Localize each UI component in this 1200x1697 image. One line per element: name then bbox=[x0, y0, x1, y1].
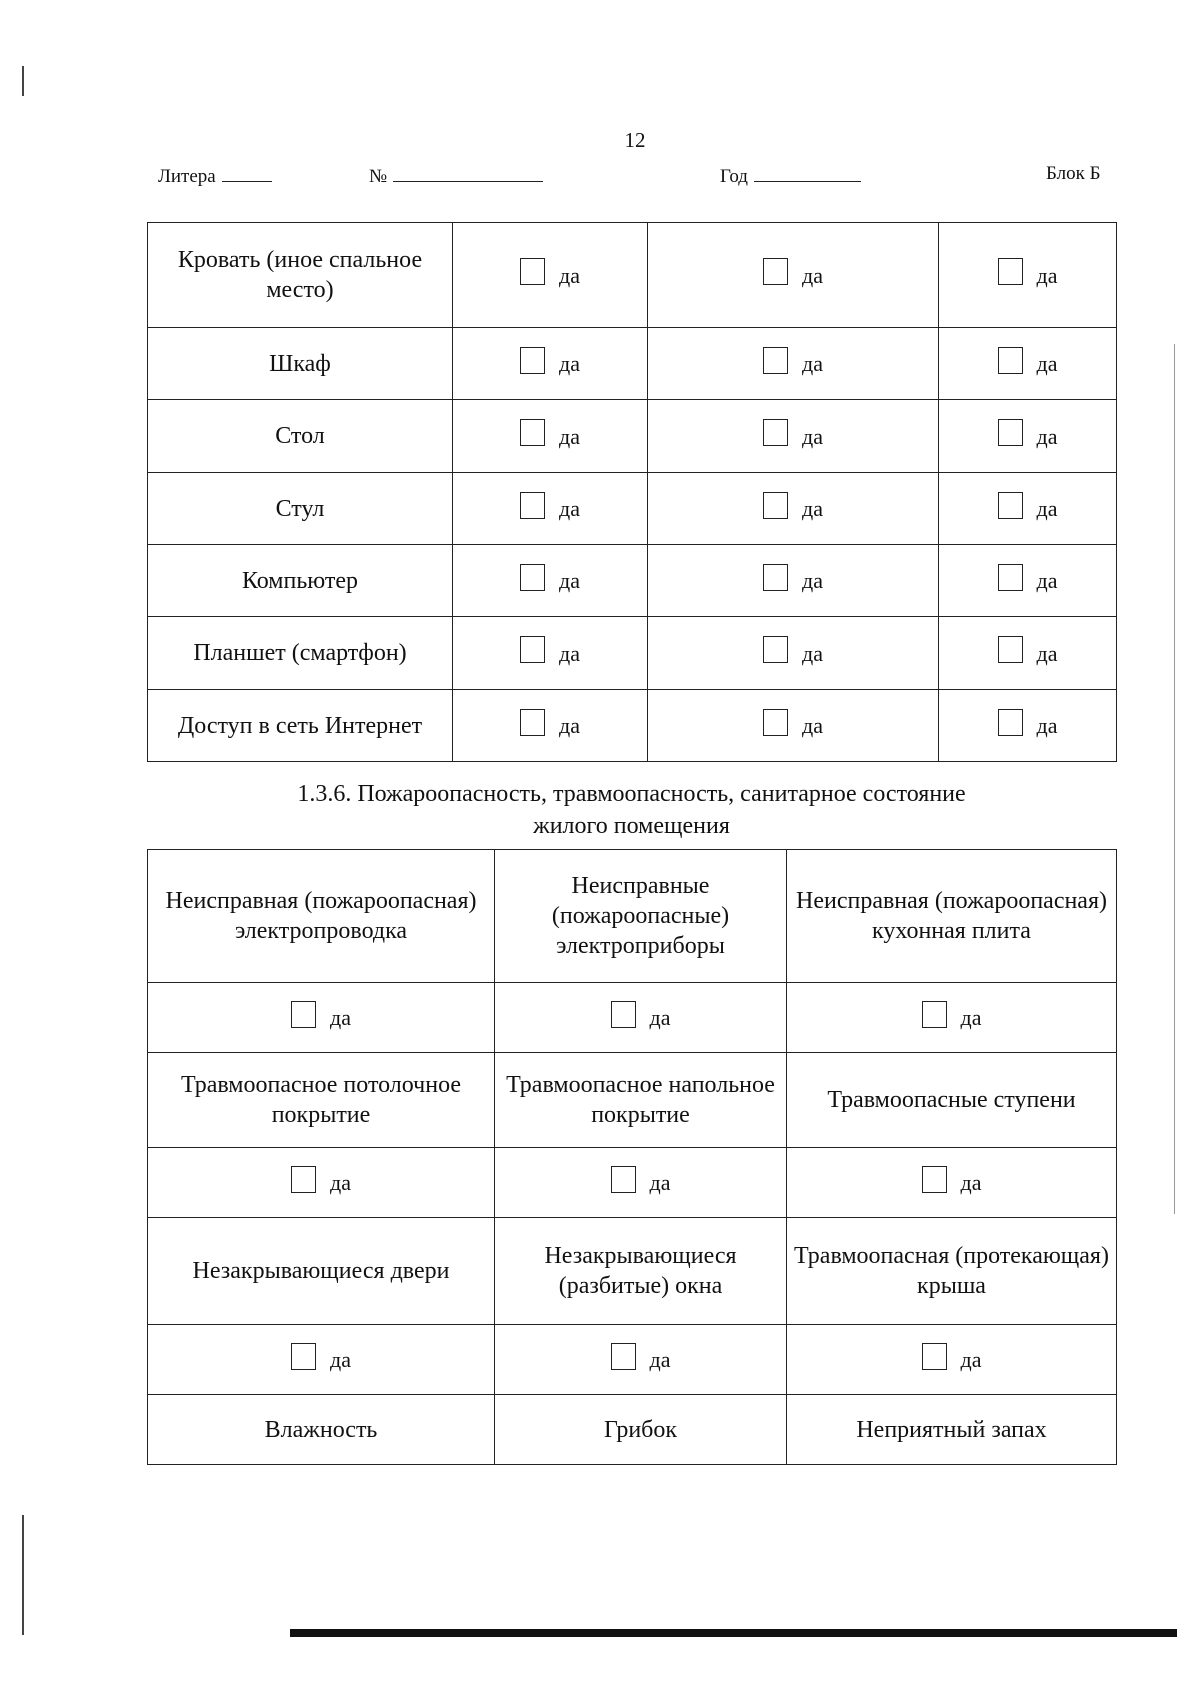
checkbox[interactable] bbox=[611, 1343, 636, 1370]
checkbox-cell bbox=[648, 400, 939, 473]
yes-checkbox[interactable] bbox=[763, 490, 823, 520]
checkbox-cell bbox=[648, 617, 939, 690]
hazard-label-row bbox=[148, 1395, 1117, 1465]
section-title-line2: жилого помещения bbox=[533, 813, 730, 839]
checkbox-cell bbox=[495, 983, 787, 1053]
bottom-bar bbox=[290, 1629, 1177, 1637]
checkbox-cell bbox=[453, 545, 648, 617]
checkbox-label: да bbox=[649, 1005, 671, 1031]
yes-checkbox[interactable] bbox=[520, 707, 580, 737]
section-title-line1: 1.3.6. Пожароопасность, травмоопасность, санитарное состояние bbox=[297, 781, 966, 807]
table-row bbox=[148, 690, 1117, 762]
checkbox[interactable] bbox=[998, 636, 1023, 663]
checkbox[interactable] bbox=[291, 1343, 316, 1370]
checkbox-cell bbox=[787, 1325, 1117, 1395]
row-label: Шкаф bbox=[148, 328, 453, 400]
checkbox[interactable] bbox=[520, 347, 545, 374]
hazard-label: Неисправная (пожароопасная) электропроводка bbox=[148, 850, 495, 983]
checkbox-label: да bbox=[960, 1170, 982, 1196]
litera-field bbox=[158, 163, 272, 188]
checkbox[interactable] bbox=[291, 1166, 316, 1193]
hazard-label: Незакрывающиеся (разбитые) окна bbox=[495, 1218, 787, 1325]
checkbox[interactable] bbox=[922, 1343, 947, 1370]
checkbox-label: да bbox=[1036, 423, 1058, 449]
checkbox[interactable] bbox=[998, 564, 1023, 591]
table-row bbox=[148, 328, 1117, 400]
hazard-checkbox-row bbox=[148, 1148, 1117, 1218]
yes-checkbox[interactable] bbox=[998, 562, 1058, 592]
yes-checkbox[interactable] bbox=[520, 562, 580, 592]
section-title bbox=[147, 778, 1116, 842]
hazard-label: Травмоопасное напольное покрытие bbox=[495, 1053, 787, 1148]
checkbox-cell bbox=[148, 1325, 495, 1395]
checkbox[interactable] bbox=[998, 419, 1023, 446]
checkbox-label: да bbox=[1036, 640, 1058, 666]
litera-label: Литера bbox=[158, 166, 216, 187]
yes-checkbox[interactable] bbox=[763, 257, 823, 287]
hazard-label: Травмоопасные ступени bbox=[787, 1053, 1117, 1148]
checkbox-label: да bbox=[802, 262, 823, 288]
yes-checkbox[interactable] bbox=[998, 418, 1058, 448]
checkbox-label: да bbox=[330, 1005, 351, 1031]
checkbox[interactable] bbox=[763, 492, 788, 519]
checkbox-label: да bbox=[559, 640, 580, 666]
year-blank[interactable] bbox=[754, 163, 861, 182]
yes-checkbox[interactable] bbox=[520, 418, 580, 448]
page-number: 12 bbox=[624, 128, 646, 152]
checkbox-label: да bbox=[802, 713, 823, 739]
margin-mark-top bbox=[22, 66, 24, 96]
checkbox-label: да bbox=[559, 568, 580, 594]
checkbox-cell bbox=[648, 473, 939, 545]
yes-checkbox[interactable] bbox=[520, 345, 580, 375]
checkbox-label: да bbox=[802, 423, 823, 449]
checkbox[interactable] bbox=[520, 709, 545, 736]
checkbox-cell bbox=[787, 983, 1117, 1053]
hazard-label: Грибок bbox=[495, 1395, 787, 1465]
checkbox[interactable] bbox=[520, 492, 545, 519]
hazard-label: Неисправная (пожароопасная) кухонная плита bbox=[787, 850, 1117, 983]
hazard-label: Неисправные (пожароопасные) электроприборы bbox=[495, 850, 787, 983]
hazard-label: Влажность bbox=[148, 1395, 495, 1465]
checkbox[interactable] bbox=[998, 492, 1023, 519]
yes-checkbox[interactable] bbox=[291, 1341, 351, 1371]
checkbox-cell bbox=[495, 1148, 787, 1218]
checkbox-label: да bbox=[802, 496, 823, 522]
table-row bbox=[148, 223, 1117, 328]
checkbox[interactable] bbox=[763, 564, 788, 591]
number-blank[interactable] bbox=[393, 163, 543, 182]
checkbox-cell bbox=[453, 400, 648, 473]
year-label: Год bbox=[720, 166, 748, 187]
checkbox-cell bbox=[939, 223, 1117, 328]
checkbox-cell bbox=[939, 328, 1117, 400]
hazard-label-row bbox=[148, 850, 1117, 983]
checkbox-cell bbox=[648, 690, 939, 762]
checkbox-label: да bbox=[649, 1170, 671, 1196]
checkbox-label: да bbox=[960, 1005, 982, 1031]
checkbox[interactable] bbox=[998, 709, 1023, 736]
checkbox-label: да bbox=[1036, 496, 1058, 522]
checkbox[interactable] bbox=[922, 1166, 947, 1193]
checkbox-label: да bbox=[559, 496, 580, 522]
checkbox-cell bbox=[495, 1325, 787, 1395]
year-field bbox=[720, 163, 861, 188]
checkbox-cell bbox=[939, 400, 1117, 473]
yes-checkbox[interactable] bbox=[922, 1164, 982, 1194]
checkbox-cell bbox=[148, 983, 495, 1053]
checkbox-cell bbox=[453, 473, 648, 545]
checkbox-cell bbox=[787, 1148, 1117, 1218]
yes-checkbox[interactable] bbox=[611, 1164, 671, 1194]
number-label: № bbox=[369, 166, 388, 187]
checkbox[interactable] bbox=[998, 258, 1023, 285]
yes-checkbox[interactable] bbox=[291, 1164, 351, 1194]
checkbox[interactable] bbox=[922, 1001, 947, 1028]
row-label: Доступ в сеть Интернет bbox=[148, 690, 453, 762]
yes-checkbox[interactable] bbox=[763, 707, 823, 737]
yes-checkbox[interactable] bbox=[611, 1341, 671, 1371]
checkbox-label: да bbox=[1036, 351, 1058, 377]
checkbox-label: да bbox=[1036, 713, 1058, 739]
hazard-label: Незакрывающиеся двери bbox=[148, 1218, 495, 1325]
yes-checkbox[interactable] bbox=[763, 562, 823, 592]
checkbox-cell bbox=[453, 223, 648, 328]
yes-checkbox[interactable] bbox=[922, 999, 982, 1029]
checkbox-cell bbox=[148, 1148, 495, 1218]
hazard-label: Травмоопасное потолочное покрытие bbox=[148, 1053, 495, 1148]
litera-blank[interactable] bbox=[222, 163, 272, 182]
checkbox-cell bbox=[453, 328, 648, 400]
table-row bbox=[148, 545, 1117, 617]
checkbox[interactable] bbox=[763, 258, 788, 285]
checkbox-label: да bbox=[559, 351, 580, 377]
hazard-checkbox-row bbox=[148, 983, 1117, 1053]
row-label: Планшет (смартфон) bbox=[148, 617, 453, 690]
checkbox[interactable] bbox=[998, 347, 1023, 374]
checkbox-cell bbox=[453, 617, 648, 690]
hazard-label: Неприятный запах bbox=[787, 1395, 1117, 1465]
checkbox[interactable] bbox=[520, 258, 545, 285]
hazard-label-row bbox=[148, 1218, 1117, 1325]
yes-checkbox[interactable] bbox=[520, 490, 580, 520]
hazards-table bbox=[147, 849, 1117, 1465]
checkbox-cell bbox=[939, 473, 1117, 545]
row-label: Стул bbox=[148, 473, 453, 545]
yes-checkbox[interactable] bbox=[611, 999, 671, 1029]
checkbox-label: да bbox=[559, 262, 580, 288]
checkbox[interactable] bbox=[520, 419, 545, 446]
row-label: Кровать (иное спальное место) bbox=[148, 223, 453, 328]
checkbox[interactable] bbox=[520, 636, 545, 663]
checkbox-label: да bbox=[330, 1170, 351, 1196]
yes-checkbox[interactable] bbox=[763, 418, 823, 448]
row-label: Компьютер bbox=[148, 545, 453, 617]
hazard-label-row bbox=[148, 1053, 1117, 1148]
checkbox[interactable] bbox=[520, 564, 545, 591]
checkbox[interactable] bbox=[611, 1001, 636, 1028]
block-label: Блок Б bbox=[1046, 163, 1101, 184]
yes-checkbox[interactable] bbox=[998, 635, 1058, 665]
yes-checkbox[interactable] bbox=[998, 257, 1058, 287]
hazard-checkbox-row bbox=[148, 1325, 1117, 1395]
yes-checkbox[interactable] bbox=[922, 1341, 982, 1371]
table-row bbox=[148, 400, 1117, 473]
amenities-table bbox=[147, 222, 1117, 762]
checkbox-cell bbox=[939, 690, 1117, 762]
yes-checkbox[interactable] bbox=[763, 345, 823, 375]
checkbox-label: да bbox=[559, 713, 580, 739]
checkbox-cell bbox=[939, 617, 1117, 690]
yes-checkbox[interactable] bbox=[998, 345, 1058, 375]
row-label: Стол bbox=[148, 400, 453, 473]
table-row bbox=[148, 617, 1117, 690]
checkbox-label: да bbox=[1036, 262, 1058, 288]
checkbox-label: да bbox=[1036, 568, 1058, 594]
table-row bbox=[148, 473, 1117, 545]
yes-checkbox[interactable] bbox=[520, 257, 580, 287]
checkbox-cell bbox=[648, 223, 939, 328]
checkbox-label: да bbox=[330, 1347, 351, 1373]
checkbox-label: да bbox=[649, 1347, 671, 1373]
checkbox[interactable] bbox=[763, 419, 788, 446]
checkbox-cell bbox=[648, 328, 939, 400]
checkbox-cell bbox=[939, 545, 1117, 617]
checkbox[interactable] bbox=[291, 1001, 316, 1028]
checkbox-label: да bbox=[802, 568, 823, 594]
checkbox[interactable] bbox=[763, 347, 788, 374]
checkbox-cell bbox=[648, 545, 939, 617]
yes-checkbox[interactable] bbox=[998, 707, 1058, 737]
number-field bbox=[369, 163, 543, 188]
yes-checkbox[interactable] bbox=[291, 999, 351, 1029]
margin-mark-bottom bbox=[22, 1515, 24, 1635]
checkbox[interactable] bbox=[763, 636, 788, 663]
margin-mark-right bbox=[1174, 344, 1175, 1214]
checkbox[interactable] bbox=[611, 1166, 636, 1193]
yes-checkbox[interactable] bbox=[998, 490, 1058, 520]
checkbox-label: да bbox=[802, 351, 823, 377]
checkbox[interactable] bbox=[763, 709, 788, 736]
checkbox-label: да bbox=[559, 423, 580, 449]
checkbox-cell bbox=[453, 690, 648, 762]
checkbox-label: да bbox=[802, 640, 823, 666]
checkbox-label: да bbox=[960, 1347, 982, 1373]
hazard-label: Травмоопасная (протекающая) крыша bbox=[787, 1218, 1117, 1325]
yes-checkbox[interactable] bbox=[520, 635, 580, 665]
yes-checkbox[interactable] bbox=[763, 635, 823, 665]
